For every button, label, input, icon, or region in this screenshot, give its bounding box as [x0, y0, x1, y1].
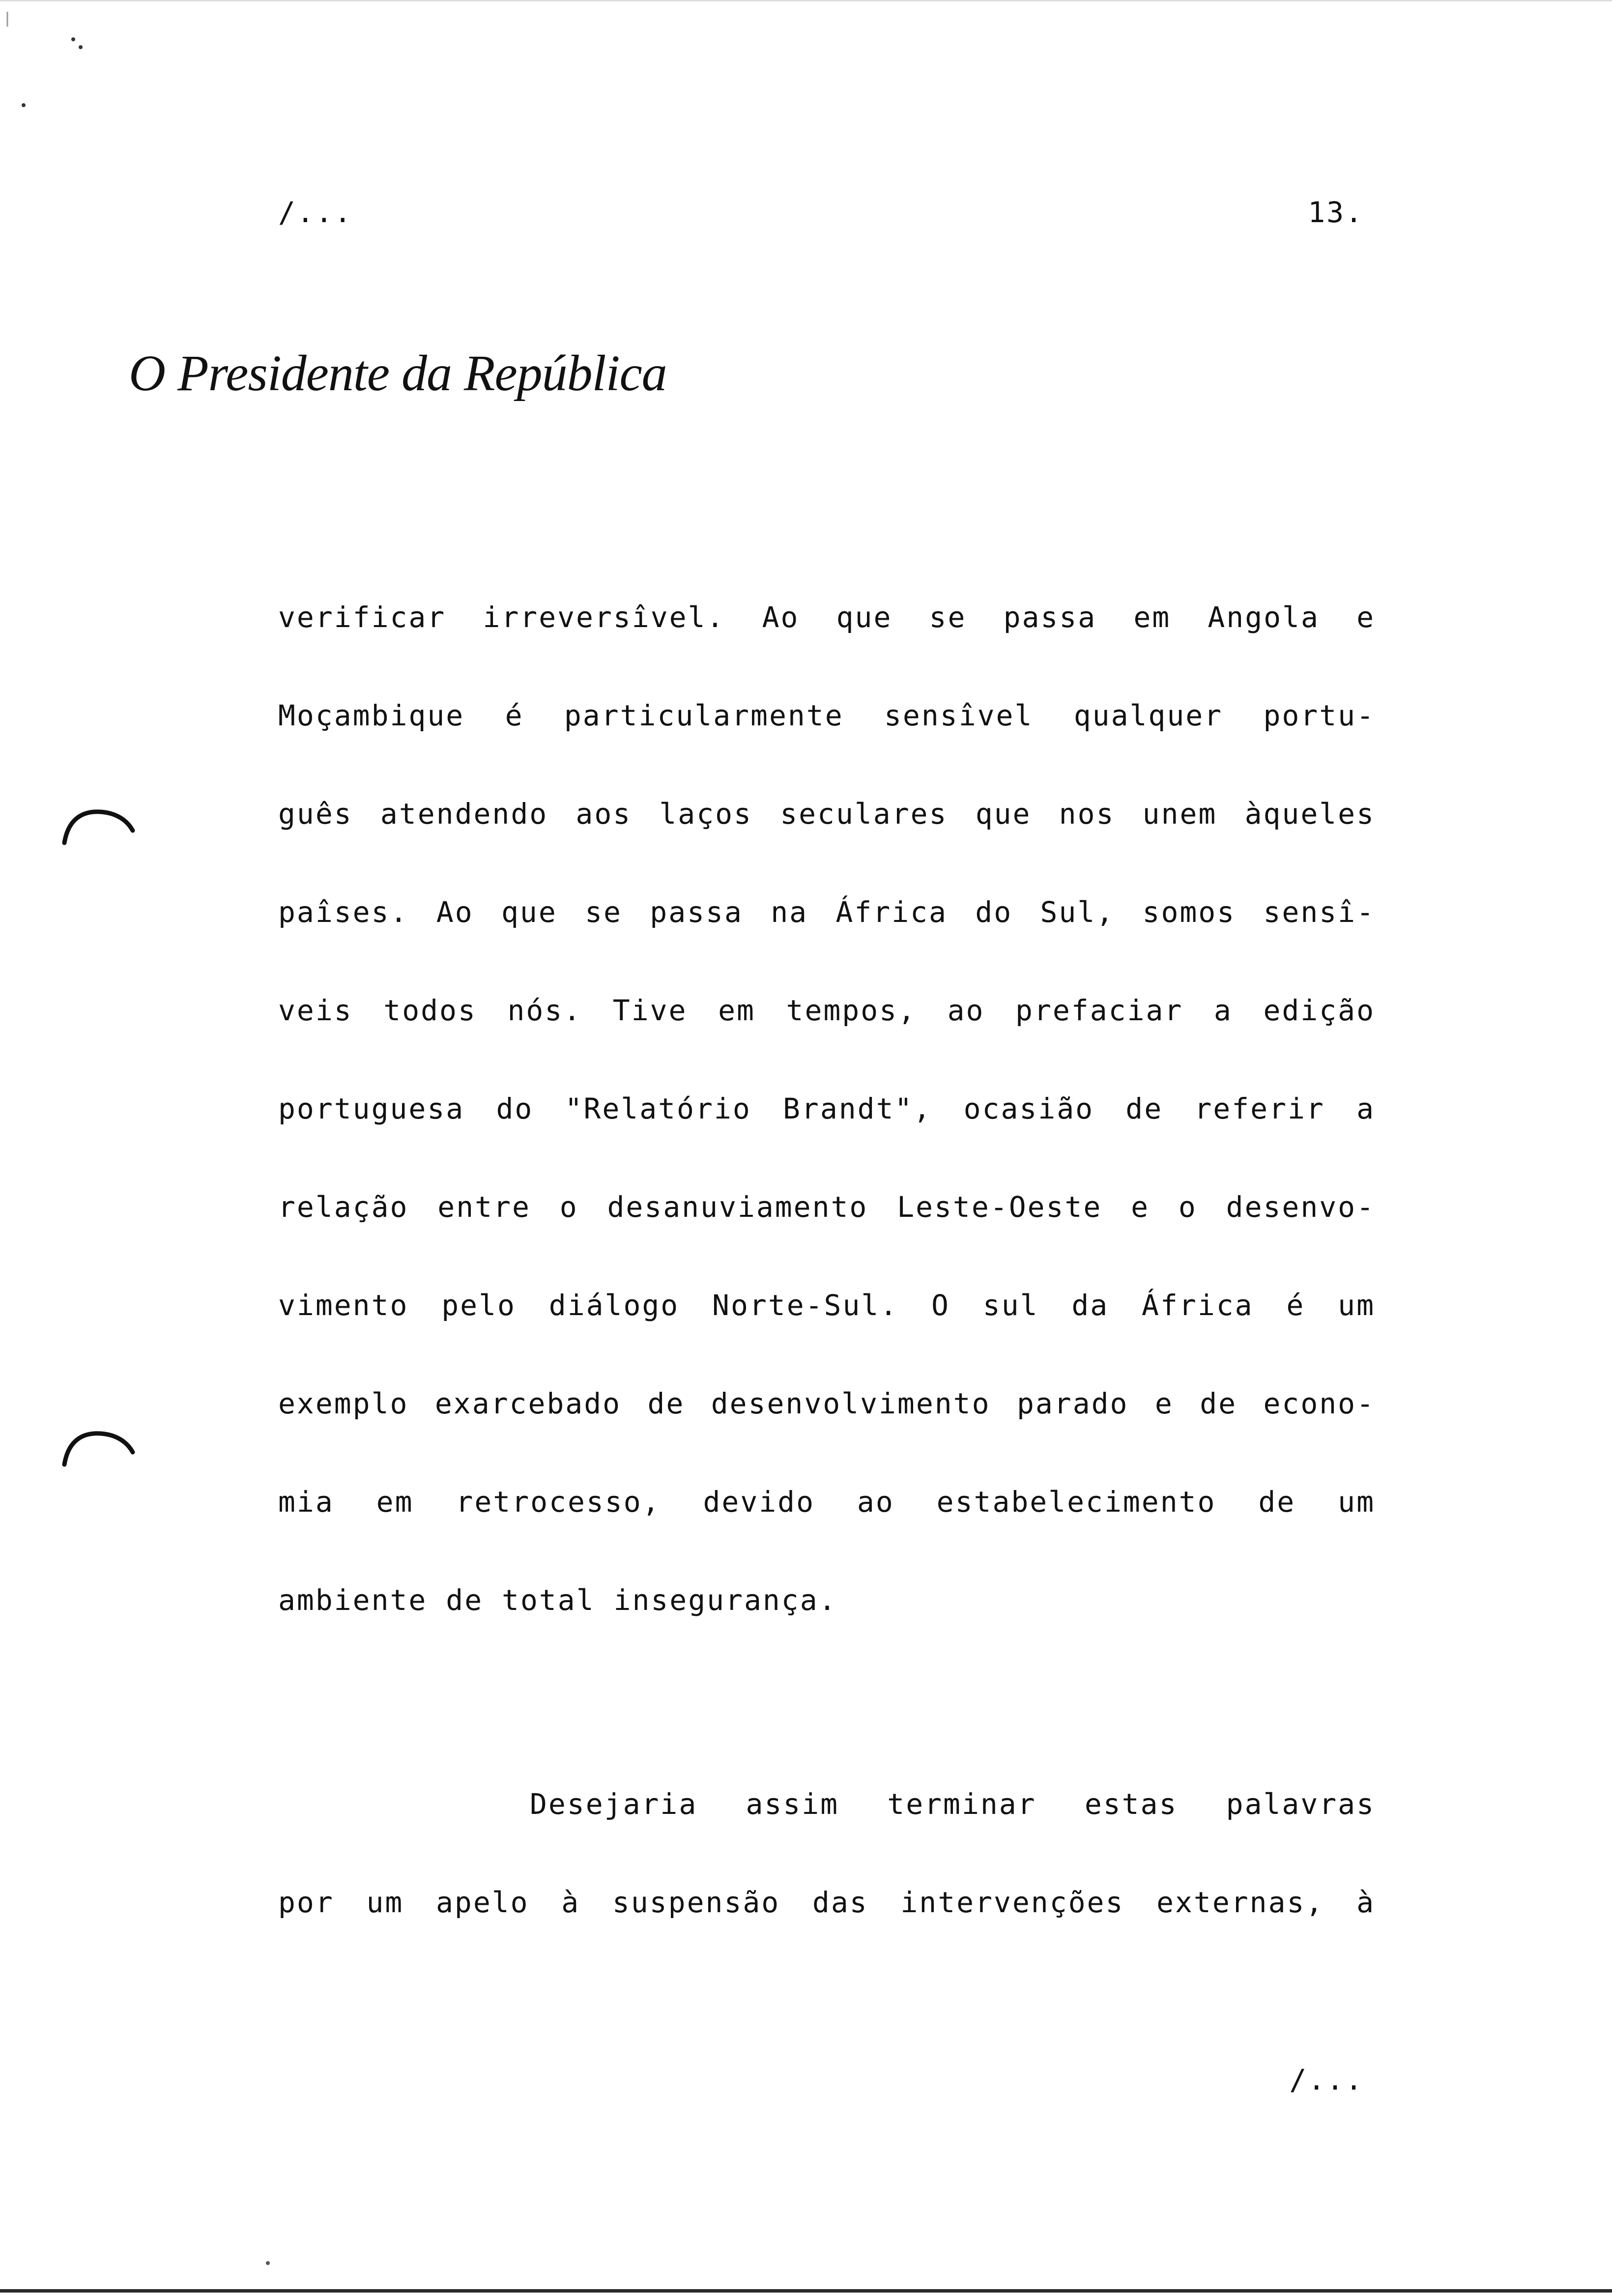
scan-speck	[266, 2261, 270, 2265]
punch-hole-mark	[64, 812, 133, 843]
text-line: por um apelo à suspensão das intervenções externas, à	[278, 1886, 1375, 1919]
scan-speck	[79, 45, 83, 49]
text-line: Desejaria assim terminar estas palavras	[530, 1787, 1375, 1821]
letterhead: O Presidente da República	[129, 345, 667, 402]
text-line: paîses. Ao que se passa na África do Sul, somos sensî-	[278, 895, 1375, 929]
text-line: portuguesa do "Relatório Brandt", ocasião de referir a	[278, 1092, 1375, 1125]
text-line: vimento pelo diálogo Norte-Sul. O sul da África é um	[278, 1289, 1375, 1322]
page-number: 13.	[1308, 196, 1364, 229]
text-line: mia em retrocesso, devido ao estabelecimento de um	[278, 1485, 1375, 1519]
continuation-mark-top: /...	[278, 196, 353, 229]
punch-hole-mark	[64, 1434, 133, 1464]
text-line: exemplo exarcebado de desenvolvimento parado e de econo-	[278, 1387, 1375, 1420]
text-line: guês atendendo aos laços seculares que nos unem àqueles	[278, 797, 1375, 831]
text-line: verificar irreversîvel. Ao que se passa em Angola e	[278, 601, 1375, 634]
paragraph	[278, 1755, 1375, 1952]
scan-speck	[22, 103, 26, 107]
text-line: Moçambique é particularmente sensîvel qualquer portu-	[278, 699, 1375, 732]
scan-speck	[71, 37, 75, 41]
continuation-mark-bottom: /...	[1289, 2063, 1364, 2096]
bottom-edge-line	[0, 2289, 1612, 2293]
text-line: relação entre o desanuviamento Leste-Oeste e o desenvo-	[278, 1190, 1375, 1224]
text-line: ambiente de total insegurança.	[278, 1583, 837, 1617]
paragraph	[278, 568, 1375, 1649]
text-line: veis todos nós. Tive em tempos, ao prefaciar a edição	[278, 994, 1375, 1027]
top-edge-shadow	[0, 0, 1612, 1]
